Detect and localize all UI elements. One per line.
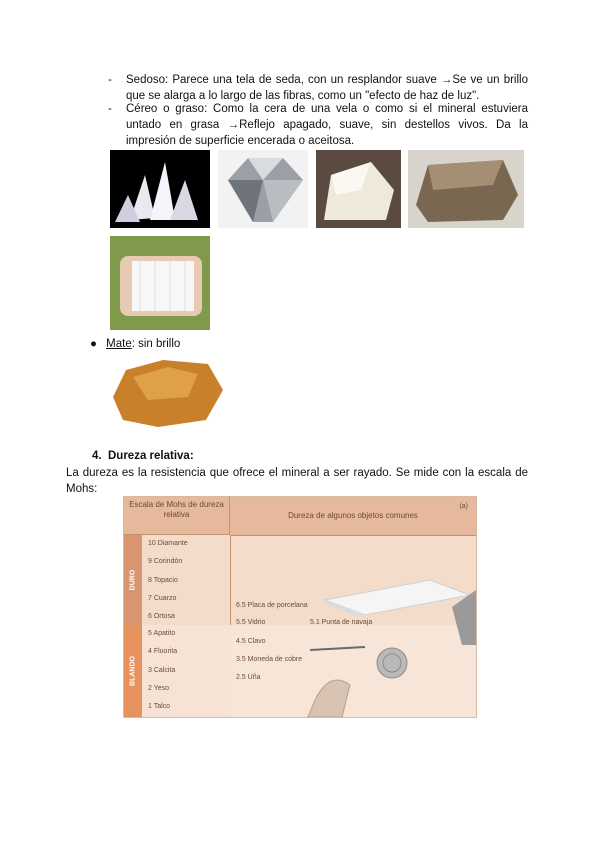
dash-marker: - [108, 74, 112, 86]
scale-item: 9 Corindón [148, 558, 183, 566]
group-hard-label: DURO [129, 569, 137, 591]
luster-waxy-text: Céreo o graso: Como la cera de una vela o como si el mineral estuviera untado en grasa →Reflejo apagado, suave, sin destellos vivos. Da la impresión de superficie encerada o aceitosa. [126, 103, 528, 147]
mohs-scale-figure [123, 496, 477, 718]
scale-item: 6 Ortosa [148, 613, 175, 621]
object-label: 5.5 Vidrio [236, 619, 266, 626]
selenite-photo [110, 236, 210, 330]
scale-item: 3 Calcita [148, 666, 176, 674]
scale-item: 10 Diamante [148, 540, 188, 547]
scale-item: 5 Apatito [148, 630, 176, 637]
luster-matte-item [90, 336, 180, 352]
object-label: 4.5 Clavo [236, 638, 266, 645]
scale-hard-list [142, 535, 231, 625]
section-title: Dureza relativa: [108, 450, 194, 462]
calcite-photo [316, 150, 401, 228]
mohs-header-left: Escala de Mohs de dureza relativa [124, 497, 230, 535]
scale-soft-list [142, 625, 231, 717]
luster-silky-text: Sedoso: Parece una tela de seda, con un resplandor suave →Se ve un brillo que se alarga a lo largo de las fibras, como un "efecto de haz de luz". [126, 74, 528, 102]
scale-item: 1 Talco [148, 703, 171, 711]
object-label: 6.5 Placa de porcelana [236, 602, 308, 609]
common-objects-illustration [230, 535, 476, 717]
figure-badge: (a) [459, 503, 468, 510]
scale-item: 2 Yeso [148, 684, 170, 692]
bullet-icon: ● [90, 338, 97, 350]
diamond-photo [218, 150, 308, 228]
section-number: 4. [92, 450, 102, 462]
matte-mineral-photo [108, 352, 226, 430]
object-label: 2.5 Uña [236, 674, 261, 681]
object-label: 3.5 Moneda de cobre [236, 656, 303, 663]
object-label: 5.1 Punta de navaja [310, 619, 373, 626]
mica-photo [408, 150, 524, 228]
scale-item: 8 Topacio [148, 576, 178, 584]
luster-silky-item [108, 72, 528, 104]
section-body: La dureza es la resistencia que ofrece el mineral a ser rayado. Se mide con la escala de Mohs: [66, 467, 528, 495]
matte-description: : sin brillo [131, 338, 181, 350]
matte-term: Mate [106, 338, 132, 350]
scale-item: 7 Cuarzo [148, 594, 177, 602]
scale-item: 4 Fluorita [148, 648, 178, 656]
group-soft-label: BLANDO [129, 656, 137, 686]
group-hard [124, 535, 142, 625]
mohs-header-right: Dureza de algunos objetos comunes [230, 497, 476, 536]
luster-waxy-item [108, 101, 528, 149]
group-soft [124, 625, 142, 717]
quartz-crystal-photo [110, 150, 210, 228]
dash-marker: - [108, 103, 112, 115]
